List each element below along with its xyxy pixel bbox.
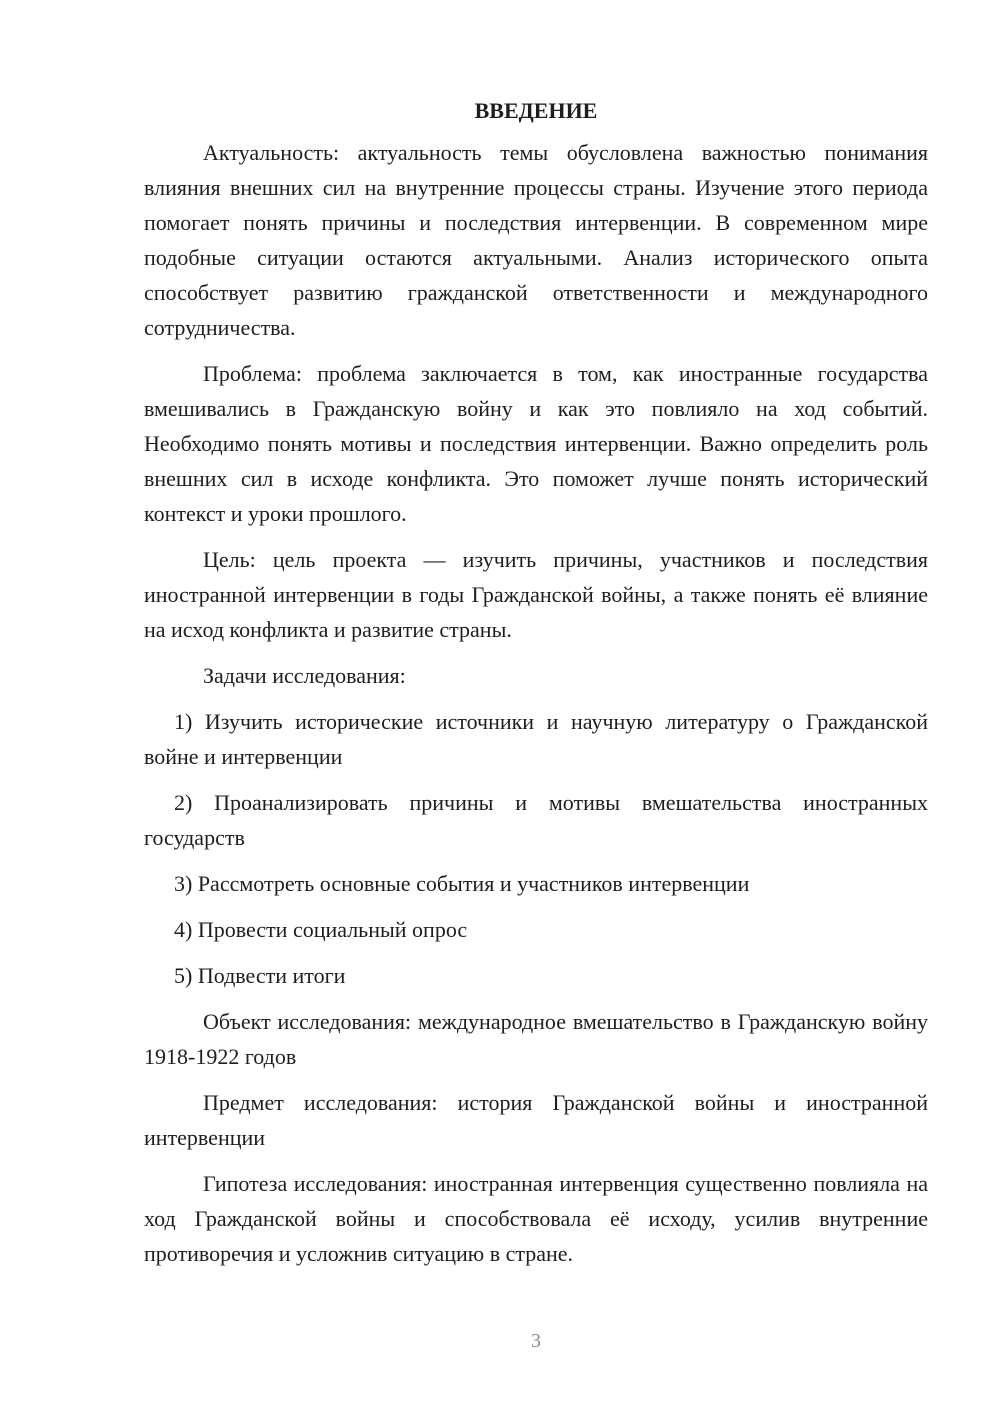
section-heading: ВВЕДЕНИЕ [474,98,598,123]
subject-paragraph: Предмет исследования: история Гражданской войны и иностранной интервенции [144,1090,928,1150]
object-paragraph: Объект исследования: международное вмешательство в Гражданскую войну 1918-1922 годов [144,1009,928,1069]
relevance-paragraph: Актуальность: актуальность темы обусловлена важностью понимания влияния внешних сил на внутренние процессы страны. Изучение этого периода помогает понять причины и последствия интервенции. В современном мире подобные ситуации остаются актуальными. Анализ исторического опыта способствует развитию гражданской ответственности и международного сотрудничества. [144,140,928,340]
tasks-label: Задачи исследования: [203,663,406,688]
task-item-2: 2) Проанализировать причины и мотивы вмешательства иностранных государств [144,790,928,850]
task-item-1: 1) Изучить исторические источники и научную литературу о Гражданской войне и интервенции [144,709,928,769]
task-item-5: 5) Подвести итоги [174,963,346,988]
hypothesis-paragraph: Гипотеза исследования: иностранная интервенция существенно повлияла на ход Гражданской войны и способствовала её исходу, усилив внутренние противоречия и усложнив ситуацию в стране. [144,1171,928,1266]
goal-paragraph: Цель: цель проекта — изучить причины, участников и последствия иностранной интервенции в годы Гражданской войны, а также понять её влияние на исход конфликта и развитие страны. [144,547,928,642]
page-content [144,93,928,1282]
problem-paragraph: Проблема: проблема заключается в том, как иностранные государства вмешивались в Гражданскую войну и как это повлияло на ход событий. Необходимо понять мотивы и последствия интервенции. Важно определить роль внешних сил в исходе конфликта. Это поможет лучше понять исторический контекст и уроки прошлого. [144,361,928,526]
page-number: 3 [531,1330,541,1352]
task-item-4: 4) Провести социальный опрос [174,917,468,942]
task-item-3: 3) Рассмотреть основные события и участников интервенции [174,871,750,896]
